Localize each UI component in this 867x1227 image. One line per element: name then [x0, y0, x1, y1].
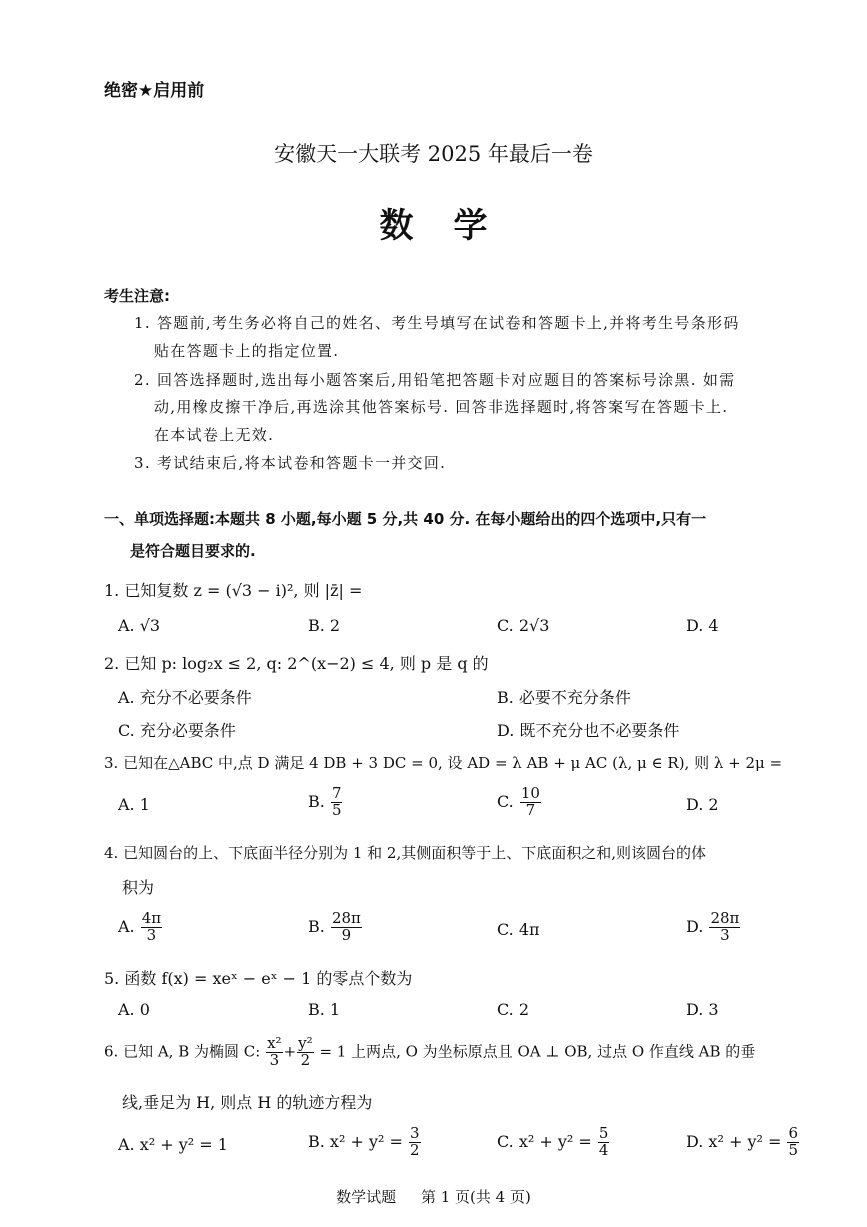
- notice-line: 贴在答题卡上的指定位置.: [154, 342, 340, 360]
- question-3-option-d: D. 2: [686, 795, 719, 814]
- section-heading: 一、单项选择题:本题共 8 小题,每小题 5 分,共 40 分. 在每小题给出的四个选项中,只有一: [104, 510, 707, 528]
- question-4-option-d: D. $\frac{28\pi}{3}$: [686, 909, 740, 944]
- exam-title: 安徽天一大联考 2025 年最后一卷: [274, 142, 593, 166]
- question-6-stem-cont: 线,垂足为 H, 则点 H 的轨迹方程为: [122, 1093, 373, 1112]
- notice-line: 2. 回答选择题时,选出每小题答案后,用铅笔把答题卡对应题目的答案标号涂黑. 如需: [134, 371, 736, 389]
- confidential-label: 绝密★启用前: [104, 81, 205, 101]
- question-6-option-b: B. x² + y² = $\frac{3}{2}$: [308, 1124, 420, 1159]
- notice-line: 3. 考试结束后,将本试卷和答题卡一并交回.: [134, 454, 447, 472]
- question-2-stem: 2. 已知 p: log₂x ≤ 2, q: 2^(x−2) ≤ 4, 则 p 是 q 的: [104, 654, 489, 673]
- footer-page-number: 第 1 页(共 4 页): [420, 1188, 531, 1206]
- notice-line: 1. 答题前,考生务必将自己的姓名、考生号填写在试卷和答题卡上,并将考生号条形码: [134, 314, 740, 332]
- question-4-stem-cont: 积为: [122, 878, 155, 897]
- question-2-option-c: C. 充分必要条件: [118, 721, 236, 740]
- question-1-option-a: A. √3: [118, 616, 161, 635]
- question-6-option-d: D. x² + y² = $\frac{6}{5}$: [686, 1124, 799, 1159]
- page-footer: [0, 1186, 867, 1207]
- question-3-stem: 3. 已知在△ABC 中,点 D 满足 4 DB + 3 DC = 0, 设 AD = λ AB + μ AC (λ, μ ∈ R), 则 λ + 2μ =: [104, 754, 783, 772]
- notice-line: 动,用橡皮擦干净后,再选涂其他答案标号. 回答非选择题时,将答案写在答题卡上.: [154, 398, 729, 416]
- question-6-option-a: A. x² + y² = 1: [118, 1135, 228, 1154]
- question-3-option-b: B. $\frac{7}{5}$: [308, 784, 342, 819]
- notice-line: 在本试卷上无效.: [154, 426, 275, 444]
- question-1-option-d: D. 4: [686, 616, 719, 635]
- question-1-option-b: B. 2: [308, 616, 341, 635]
- question-4-option-b: B. $\frac{28\pi}{9}$: [308, 909, 361, 944]
- question-1-option-c: C. 2√3: [497, 616, 550, 635]
- question-5-option-c: C. 2: [497, 1000, 530, 1019]
- question-4-stem: 4. 已知圆台的上、下底面半径分别为 1 和 2,其侧面积等于上、下底面积之和,则该圆台的体: [104, 844, 707, 862]
- question-4-option-c: C. 4π: [497, 920, 540, 939]
- question-5-option-b: B. 1: [308, 1000, 341, 1019]
- notice-heading: 考生注意:: [104, 287, 170, 305]
- question-5-option-d: D. 3: [686, 1000, 719, 1019]
- question-2-option-a: A. 充分不必要条件: [118, 688, 252, 707]
- question-3-option-a: A. 1: [118, 795, 150, 814]
- footer-subject: 数学试题: [336, 1188, 397, 1206]
- question-1-stem: 1. 已知复数 z = (√3 − i)², 则 |z̄| =: [104, 581, 363, 600]
- section-heading-cont: 是符合题目要求的.: [130, 542, 256, 560]
- question-6-stem: 6. 已知 A, B 为椭圆 C: $\frac{\text{x²}}{3}$ + $\frac{\text{y²}}{2}$ = 1 上两点, O 为坐标原点且 OA ⊥ OB, 过点 O 作直线 AB 的垂: [104, 1034, 756, 1069]
- question-5-stem: 5. 函数 f(x) = xeˣ − eˣ − 1 的零点个数为: [104, 969, 413, 988]
- question-2-option-b: B. 必要不充分条件: [497, 688, 631, 707]
- question-6-option-c: C. x² + y² = $\frac{5}{4}$: [497, 1124, 609, 1159]
- question-4-option-a: A. $\frac{4\pi}{3}$: [118, 909, 162, 944]
- subject-title: 数学: [379, 206, 528, 246]
- question-5-option-a: A. 0: [118, 1000, 150, 1019]
- question-3-option-c: C. $\frac{10}{7}$: [497, 784, 540, 819]
- question-2-option-d: D. 既不充分也不必要条件: [497, 721, 680, 740]
